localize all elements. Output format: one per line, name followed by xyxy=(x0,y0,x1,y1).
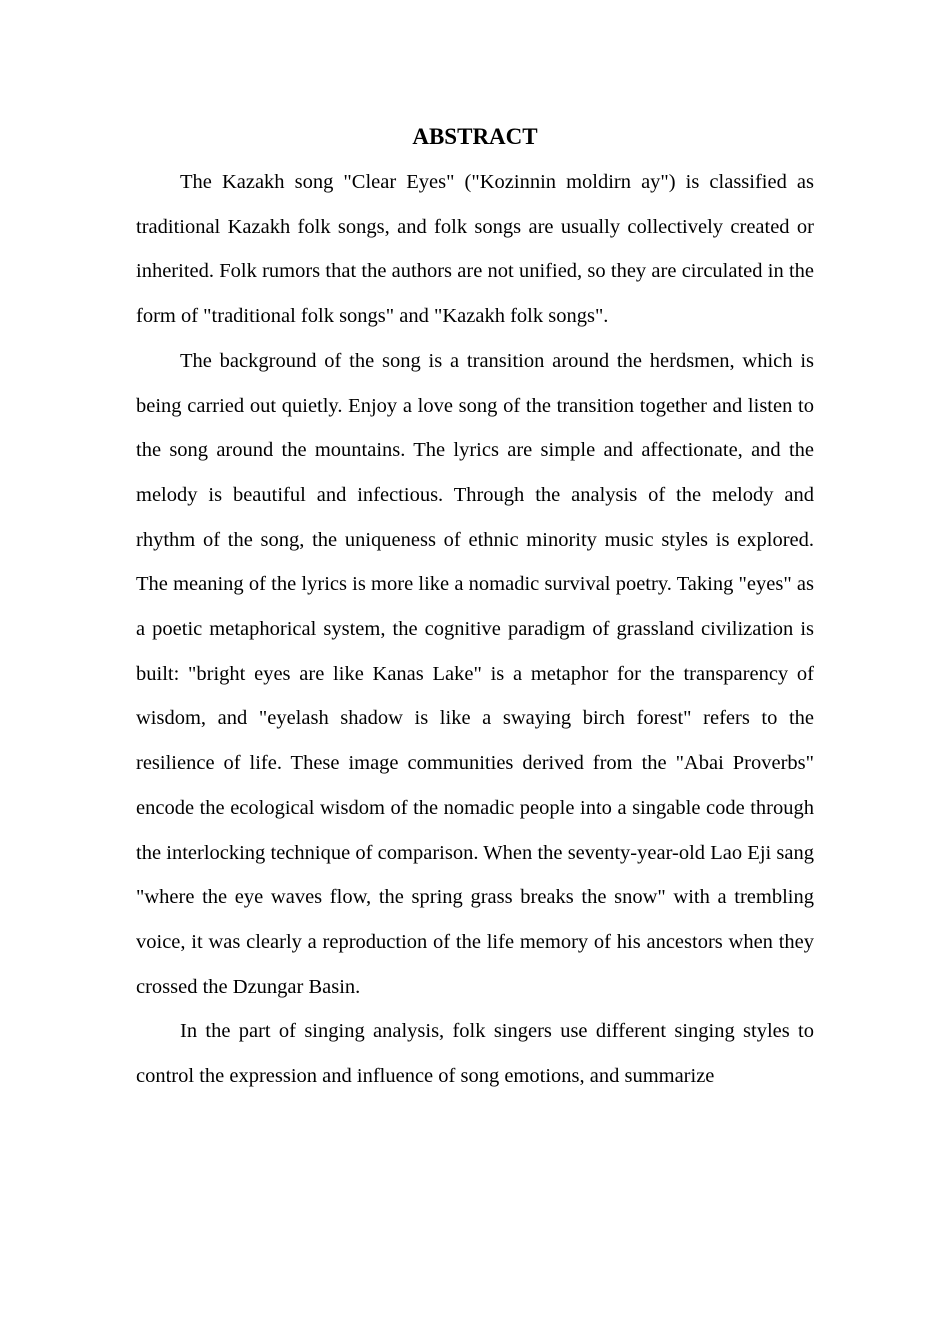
abstract-paragraph-1: The Kazakh song "Clear Eyes" ("Kozinnin moldirn ay") is classified as traditional Kazakh folk songs, and folk songs are usually collectively created or inherited. Folk rumors that the authors are not unified, so they are circulated in the form of "traditional folk songs" and "Kazakh folk songs". xyxy=(136,171,814,328)
abstract-paragraph-2: The background of the song is a transition around the herdsmen, which is being carried out quietly. Enjoy a love song of the transition together and listen to the song around the mountains. The lyrics are simple and affectionate, and the melody is beautiful and infectious. Through the analysis of the melody and rhythm of the song, the uniqueness of ethnic minority music styles is explored. The meaning of the lyrics is more like a nomadic survival poetry. Taking "eyes" as a poetic metaphorical system, the cognitive paradigm of grassland civilization is built: "bright eyes are like Kanas Lake" is a metaphor for the transparency of wisdom, and "eyelash shadow is like a swaying birch forest" refers to the resilience of life. These image communities derived from the "Abai Proverbs" encode the ecological wisdom of the nomadic people into a singable code through the interlocking technique of comparison. When the seventy-year-old Lao Eji sang "where the eye waves flow, the spring grass breaks the snow" with a trembling voice, it was clearly a reproduction of the life memory of his ancestors when they crossed the Dzungar Basin. xyxy=(136,349,814,998)
abstract-body xyxy=(136,160,814,1099)
abstract-paragraph-3: In the part of singing analysis, folk singers use different singing styles to control the expression and influence of song emotions, and summarize xyxy=(136,1020,814,1088)
abstract-heading: ABSTRACT xyxy=(412,124,538,149)
